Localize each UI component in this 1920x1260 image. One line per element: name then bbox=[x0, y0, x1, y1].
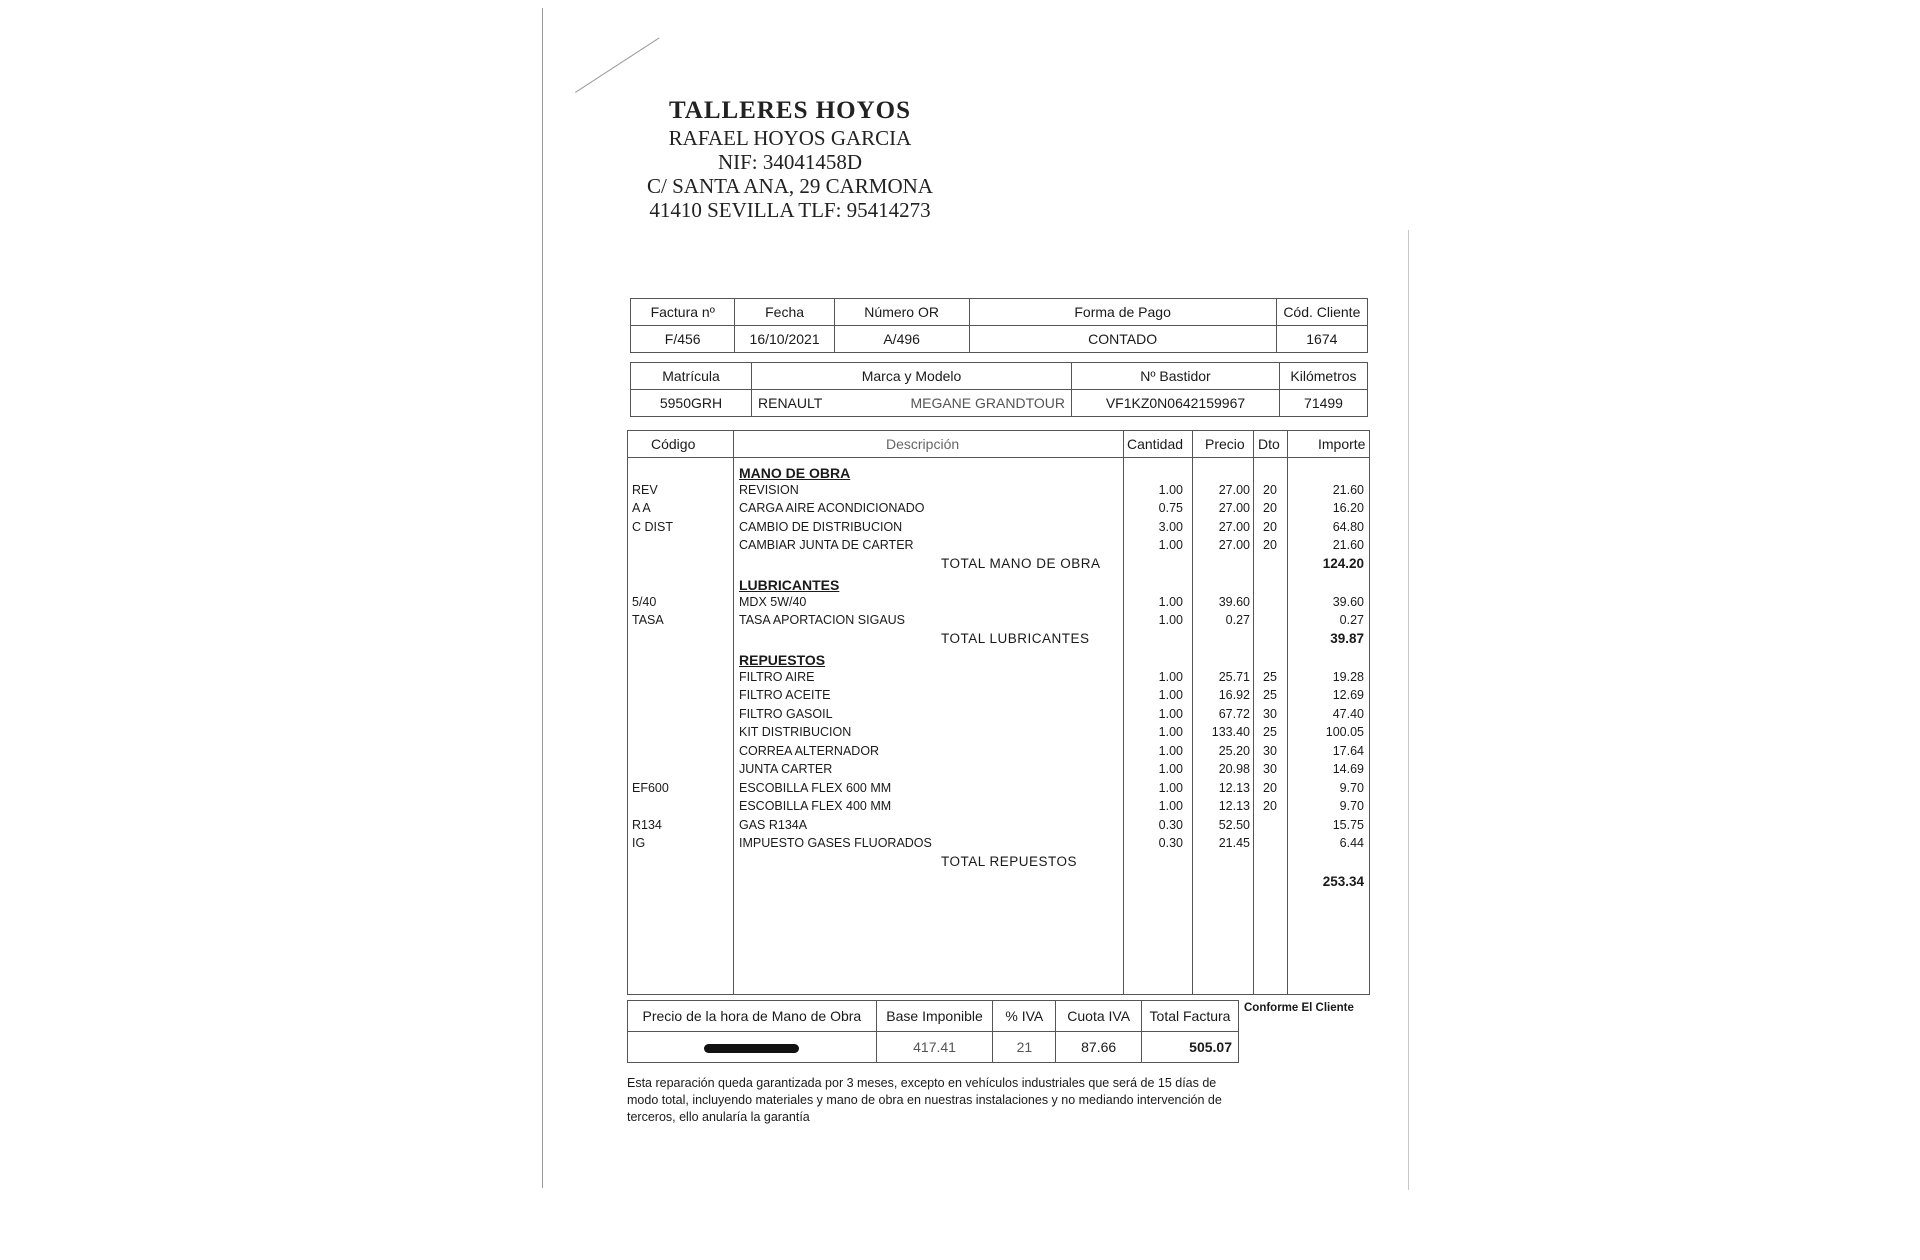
row-code: EF600 bbox=[632, 780, 669, 795]
header-numero-or: Número OR bbox=[834, 299, 969, 326]
row-amount: 9.70 bbox=[1339, 799, 1364, 813]
row-price: 27.00 bbox=[1218, 501, 1250, 515]
col-divider bbox=[733, 431, 734, 994]
row-discount: 30 bbox=[1263, 706, 1277, 721]
company-city-phone: 41410 SEVILLA TLF: 95414273 bbox=[649, 198, 931, 222]
row-quantity: 0.30 bbox=[1158, 817, 1183, 832]
row-price: 21.45 bbox=[1218, 836, 1250, 850]
row-price: 52.50 bbox=[1218, 817, 1250, 832]
row-description: ESCOBILLA FLEX 400 MM bbox=[739, 799, 892, 813]
vehicle-model: MEGANE GRANDTOUR bbox=[852, 390, 1071, 417]
row-price: 12.13 bbox=[1218, 780, 1250, 795]
items-header-desc: Descripción bbox=[886, 436, 960, 452]
row-amount: 6.44 bbox=[1339, 836, 1364, 850]
section-total-value: 39.87 bbox=[1330, 630, 1364, 646]
section-total-label: TOTAL MANO DE OBRA bbox=[941, 555, 1101, 571]
row-code: R134 bbox=[632, 817, 662, 832]
col-divider bbox=[1253, 431, 1254, 994]
row-amount: 12.69 bbox=[1332, 688, 1364, 702]
summary-hourly-rate bbox=[628, 1032, 877, 1063]
row-description: IMPUESTO GASES FLUORADOS bbox=[739, 836, 932, 850]
row-discount: 20 bbox=[1263, 501, 1277, 515]
summary-header-base: Base Imponible bbox=[876, 1001, 993, 1032]
header-forma-pago: Forma de Pago bbox=[969, 299, 1276, 326]
row-price: 67.72 bbox=[1218, 706, 1250, 721]
row-amount: 0.27 bbox=[1339, 613, 1364, 627]
summary-table bbox=[627, 1000, 1239, 1063]
guarantee-text: Esta reparación queda garantizada por 3 meses, excepto en vehículos industriales que será de 15 días de modo total, incluyendo materiales y mano de obra en nuestras instalaciones y no mediando intervención de terceros, ello anularía la garantía bbox=[627, 1076, 1222, 1124]
row-price: 39.60 bbox=[1218, 594, 1250, 609]
row-description: FILTRO GASOIL bbox=[739, 706, 833, 721]
company-address: C/ SANTA ANA, 29 CARMONA bbox=[647, 174, 933, 198]
row-quantity: 0.75 bbox=[1158, 501, 1183, 515]
row-price: 133.40 bbox=[1211, 725, 1250, 739]
col-divider bbox=[1287, 431, 1288, 994]
header-km: Kilómetros bbox=[1280, 363, 1368, 390]
scan-edge-left bbox=[542, 8, 543, 1188]
row-description: TASA APORTACION SIGAUS bbox=[739, 613, 906, 627]
items-header-amount: Importe bbox=[1318, 436, 1366, 452]
items-header bbox=[628, 431, 1369, 458]
row-price: 25.20 bbox=[1218, 743, 1250, 758]
invoice-header-table bbox=[630, 298, 1368, 353]
row-discount: 30 bbox=[1263, 743, 1277, 758]
row-description: JUNTA CARTER bbox=[739, 762, 833, 776]
company-name: TALLERES HOYOS bbox=[668, 97, 912, 124]
items-header-price: Precio bbox=[1205, 436, 1245, 452]
header-matricula: Matrícula bbox=[631, 363, 752, 390]
header-factura: Factura nº bbox=[631, 299, 735, 326]
row-description: GAS R134A bbox=[739, 817, 808, 832]
row-description: CARGA AIRE ACONDICIONADO bbox=[739, 501, 925, 515]
row-amount: 21.60 bbox=[1332, 482, 1364, 497]
row-quantity: 1.00 bbox=[1158, 780, 1183, 795]
row-amount: 17.64 bbox=[1332, 743, 1364, 758]
row-price: 25.71 bbox=[1218, 669, 1250, 684]
row-amount: 64.80 bbox=[1332, 519, 1364, 534]
summary-base: 417.41 bbox=[876, 1032, 993, 1063]
invoice-date: 16/10/2021 bbox=[735, 326, 834, 353]
row-quantity: 1.00 bbox=[1158, 799, 1183, 813]
row-description: FILTRO ACEITE bbox=[739, 688, 831, 702]
items-header-code: Código bbox=[651, 436, 696, 452]
row-discount: 25 bbox=[1263, 669, 1277, 684]
row-code: TASA bbox=[632, 613, 664, 627]
section-title: MANO DE OBRA bbox=[739, 465, 851, 481]
header-cod-cliente: Cód. Cliente bbox=[1276, 299, 1367, 326]
conforme-cliente: Conforme El Cliente bbox=[1244, 1002, 1354, 1014]
row-description: REVISION bbox=[739, 482, 799, 497]
row-discount: 25 bbox=[1263, 725, 1277, 739]
row-price: 27.00 bbox=[1218, 519, 1250, 534]
company-owner: RAFAEL HOYOS GARCIA bbox=[668, 126, 912, 150]
row-quantity: 1.00 bbox=[1158, 538, 1183, 552]
row-code: C DIST bbox=[632, 519, 673, 534]
section-total-label: TOTAL LUBRICANTES bbox=[941, 630, 1090, 646]
row-code: 5/40 bbox=[632, 594, 657, 609]
row-quantity: 1.00 bbox=[1158, 669, 1183, 684]
vehicle-vin: VF1KZ0N0642159967 bbox=[1072, 390, 1280, 417]
invoice-number: F/456 bbox=[631, 326, 735, 353]
row-quantity: 3.00 bbox=[1158, 519, 1183, 534]
row-quantity: 1.00 bbox=[1158, 613, 1183, 627]
row-discount: 20 bbox=[1263, 780, 1277, 795]
row-price: 0.27 bbox=[1225, 613, 1250, 627]
scan-edge-right bbox=[1408, 230, 1409, 1190]
company-nif: NIF: 34041458D bbox=[717, 150, 863, 174]
row-discount: 20 bbox=[1263, 799, 1277, 813]
items-header-qty: Cantidad bbox=[1127, 436, 1184, 452]
items-header-dto: Dto bbox=[1258, 436, 1280, 452]
row-price: 27.00 bbox=[1218, 538, 1250, 552]
summary-header-iva-amount: Cuota IVA bbox=[1056, 1001, 1142, 1032]
row-description: KIT DISTRIBUCION bbox=[739, 725, 852, 739]
summary-header-iva-pct: % IVA bbox=[993, 1001, 1056, 1032]
row-quantity: 1.00 bbox=[1158, 594, 1183, 609]
row-description: CAMBIO DE DISTRIBUCION bbox=[739, 519, 903, 534]
summary-total: 505.07 bbox=[1142, 1032, 1239, 1063]
row-quantity: 1.00 bbox=[1158, 706, 1183, 721]
summary-iva-pct: 21 bbox=[993, 1032, 1056, 1063]
header-marca-modelo: Marca y Modelo bbox=[752, 363, 1072, 390]
row-quantity: 1.00 bbox=[1158, 688, 1183, 702]
row-code: REV bbox=[632, 482, 658, 497]
row-discount: 20 bbox=[1263, 538, 1277, 552]
row-discount: 20 bbox=[1263, 519, 1277, 534]
row-amount: 9.70 bbox=[1339, 780, 1364, 795]
row-price: 16.92 bbox=[1218, 688, 1250, 702]
section-title: LUBRICANTES bbox=[739, 577, 840, 593]
redaction-mark bbox=[704, 1044, 799, 1053]
row-price: 20.98 bbox=[1218, 762, 1250, 776]
row-quantity: 1.00 bbox=[1158, 743, 1183, 758]
row-code: A A bbox=[632, 501, 651, 515]
row-price: 12.13 bbox=[1218, 799, 1250, 813]
section-title: REPUESTOS bbox=[739, 652, 826, 668]
vehicle-km: 71499 bbox=[1280, 390, 1368, 417]
scan-fold-mark bbox=[575, 38, 659, 93]
invoice-client-code: 1674 bbox=[1276, 326, 1367, 353]
row-discount: 25 bbox=[1263, 688, 1277, 702]
header-fecha: Fecha bbox=[735, 299, 834, 326]
row-description: MDX 5W/40 bbox=[739, 594, 807, 609]
vehicle-plate: 5950GRH bbox=[631, 390, 752, 417]
row-discount: 20 bbox=[1263, 482, 1277, 497]
items-table bbox=[627, 430, 1370, 995]
row-amount: 14.69 bbox=[1332, 762, 1364, 776]
row-description: CORREA ALTERNADOR bbox=[739, 743, 880, 758]
row-quantity: 1.00 bbox=[1158, 762, 1183, 776]
company-header bbox=[560, 96, 1020, 222]
row-quantity: 1.00 bbox=[1158, 725, 1183, 739]
vehicle-table bbox=[630, 362, 1368, 417]
row-quantity: 0.30 bbox=[1158, 836, 1183, 850]
row-description: ESCOBILLA FLEX 600 MM bbox=[739, 780, 892, 795]
row-code: IG bbox=[632, 836, 646, 850]
row-amount: 16.20 bbox=[1332, 501, 1364, 515]
row-amount: 19.28 bbox=[1332, 669, 1364, 684]
summary-header-hourly: Precio de la hora de Mano de Obra bbox=[628, 1001, 877, 1032]
summary-header-total: Total Factura bbox=[1142, 1001, 1239, 1032]
row-description: FILTRO AIRE bbox=[739, 669, 815, 684]
header-bastidor: Nº Bastidor bbox=[1072, 363, 1280, 390]
row-amount: 100.05 bbox=[1325, 725, 1364, 739]
summary-iva-amount: 87.66 bbox=[1056, 1032, 1142, 1063]
row-quantity: 1.00 bbox=[1158, 482, 1183, 497]
row-discount: 30 bbox=[1263, 762, 1277, 776]
row-amount: 39.60 bbox=[1332, 594, 1364, 609]
section-total-value: 124.20 bbox=[1322, 555, 1364, 571]
vehicle-brand: RENAULT bbox=[752, 390, 853, 417]
row-description: CAMBIAR JUNTA DE CARTER bbox=[739, 538, 914, 552]
row-price: 27.00 bbox=[1218, 482, 1250, 497]
row-amount: 15.75 bbox=[1332, 817, 1364, 832]
section-total-value: 253.34 bbox=[1322, 873, 1364, 889]
invoice-payment: CONTADO bbox=[969, 326, 1276, 353]
invoice-or-number: A/496 bbox=[834, 326, 969, 353]
row-amount: 21.60 bbox=[1332, 538, 1364, 552]
section-total-label: TOTAL REPUESTOS bbox=[941, 853, 1078, 869]
row-amount: 47.40 bbox=[1332, 706, 1364, 721]
